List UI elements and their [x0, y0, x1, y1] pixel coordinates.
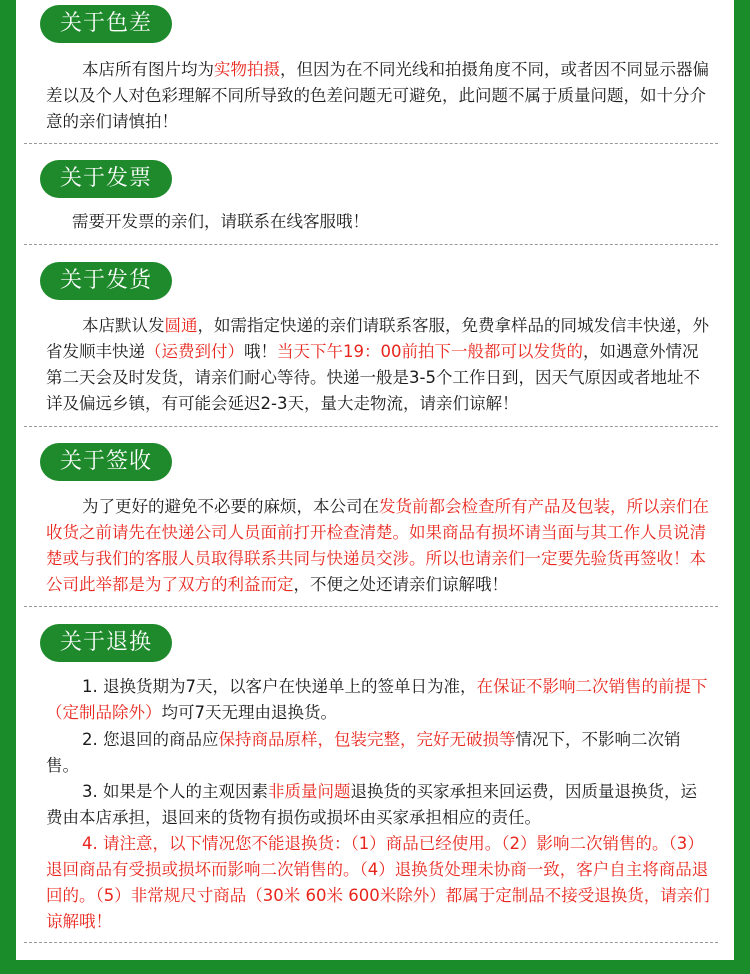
returns-item-4: [46, 831, 711, 935]
shipping-text: [46, 313, 711, 417]
text-part: ，但因为在不同光线和拍摄角度不同，或者因不同显示器偏差以及个人对色彩理解不同所导致的色差问题无可避免，此问题不属于质量问题，如十分介意的亲们请慎拍！: [46, 60, 709, 131]
highlight-inspection: 发货前都会检查所有产品及包装，所以亲们在收货之前请先在快递公司人员面前打开检查清楚。如果商品有损坏请当面与其工作人员说清楚或与我们的客服人员取得联系共同与快递员交涉。所以也请亲们一定要先验货再签收！本公司此举都是为了双方的利益而定: [46, 497, 709, 594]
text-part: 为了更好的避免不必要的麻烦，本公司在: [82, 497, 379, 516]
text-part: 本店所有图片均为: [82, 60, 214, 79]
invoice-text: [72, 209, 737, 235]
text-part: 1. 退换货期为7天，以客户在快递单上的签单日为准，: [82, 677, 477, 696]
text-part: ，如遇意外情况第二天会及时发货，请亲们耐心等待。快递一般是3-5个工作日到，因天气原因或者地址不详及偏远乡镇，有可能会延迟2-3天，量大走物流，请亲们谅解！: [46, 342, 700, 413]
text-part: ，如需指定快递的亲们请联系客服，免费拿样品的同城发信丰快递，外省发顺丰快递: [46, 316, 709, 361]
section-title-returns: 关于退换: [40, 624, 172, 662]
color-difference-text: [46, 57, 711, 135]
highlight-exclusions: 4. 请注意，以下情况您不能退换货：（1）商品已经使用。（2）影响二次销售的。（3）退回商品有受损或损坏而影响二次销售的。（4）退换货处理未协商一致，客户自主将商品退回的。（5）非常规尺寸商品（30米 60米 600米除外）都属于定制品不接受退换货，请亲们谅解哦！: [46, 834, 710, 931]
divider: [24, 426, 718, 427]
section-title-signing: 关于签收: [40, 443, 172, 481]
divider: [24, 606, 718, 607]
highlight-cutoff-time: 当天下午19：00前拍下一般都可以发货的: [277, 342, 583, 361]
text-part: 退换货的买家承担来回运费，因质量退换货，运费由本店承担，退回来的货物有损伤或损坏由买家承担相应的责任。: [46, 782, 697, 827]
highlight-condition: 在保证不影响二次销售的前提下（定制品除外）: [46, 677, 708, 722]
section-title-shipping: 关于发货: [40, 262, 172, 300]
text-part: 3. 如果是个人的主观因素: [82, 782, 268, 801]
signing-text: [46, 494, 711, 598]
highlight-freight-collect: （运费到付）: [145, 342, 244, 361]
returns-item-3: [46, 779, 711, 831]
returns-item-2: [46, 727, 711, 779]
returns-item-1: [46, 674, 711, 726]
text-part: 均可7天无理由退换货。: [161, 703, 337, 722]
text-part: 哦！: [244, 342, 277, 361]
section-title-color-difference: 关于色差: [40, 5, 172, 43]
highlight-courier: 圆通: [164, 316, 198, 335]
text-part: 情况下，不影响二次销售。: [46, 730, 681, 775]
text-part: 需要开发票的亲们，请联系在线客服哦！: [72, 212, 369, 231]
text-part: 本店默认发: [82, 316, 165, 335]
section-title-invoice: 关于发票: [40, 160, 172, 198]
highlight-original-state: 保持商品原样，包装完整，完好无破损等: [218, 730, 516, 749]
divider: [24, 942, 718, 943]
highlight-real-photo: 实物拍摄: [214, 60, 280, 79]
text-part: 2. 您退回的商品应: [82, 730, 219, 749]
text-part: ，不便之处还请亲们谅解哦！: [293, 575, 508, 594]
highlight-non-quality: 非质量问题: [268, 782, 351, 801]
divider: [24, 244, 718, 245]
divider: [24, 143, 718, 144]
